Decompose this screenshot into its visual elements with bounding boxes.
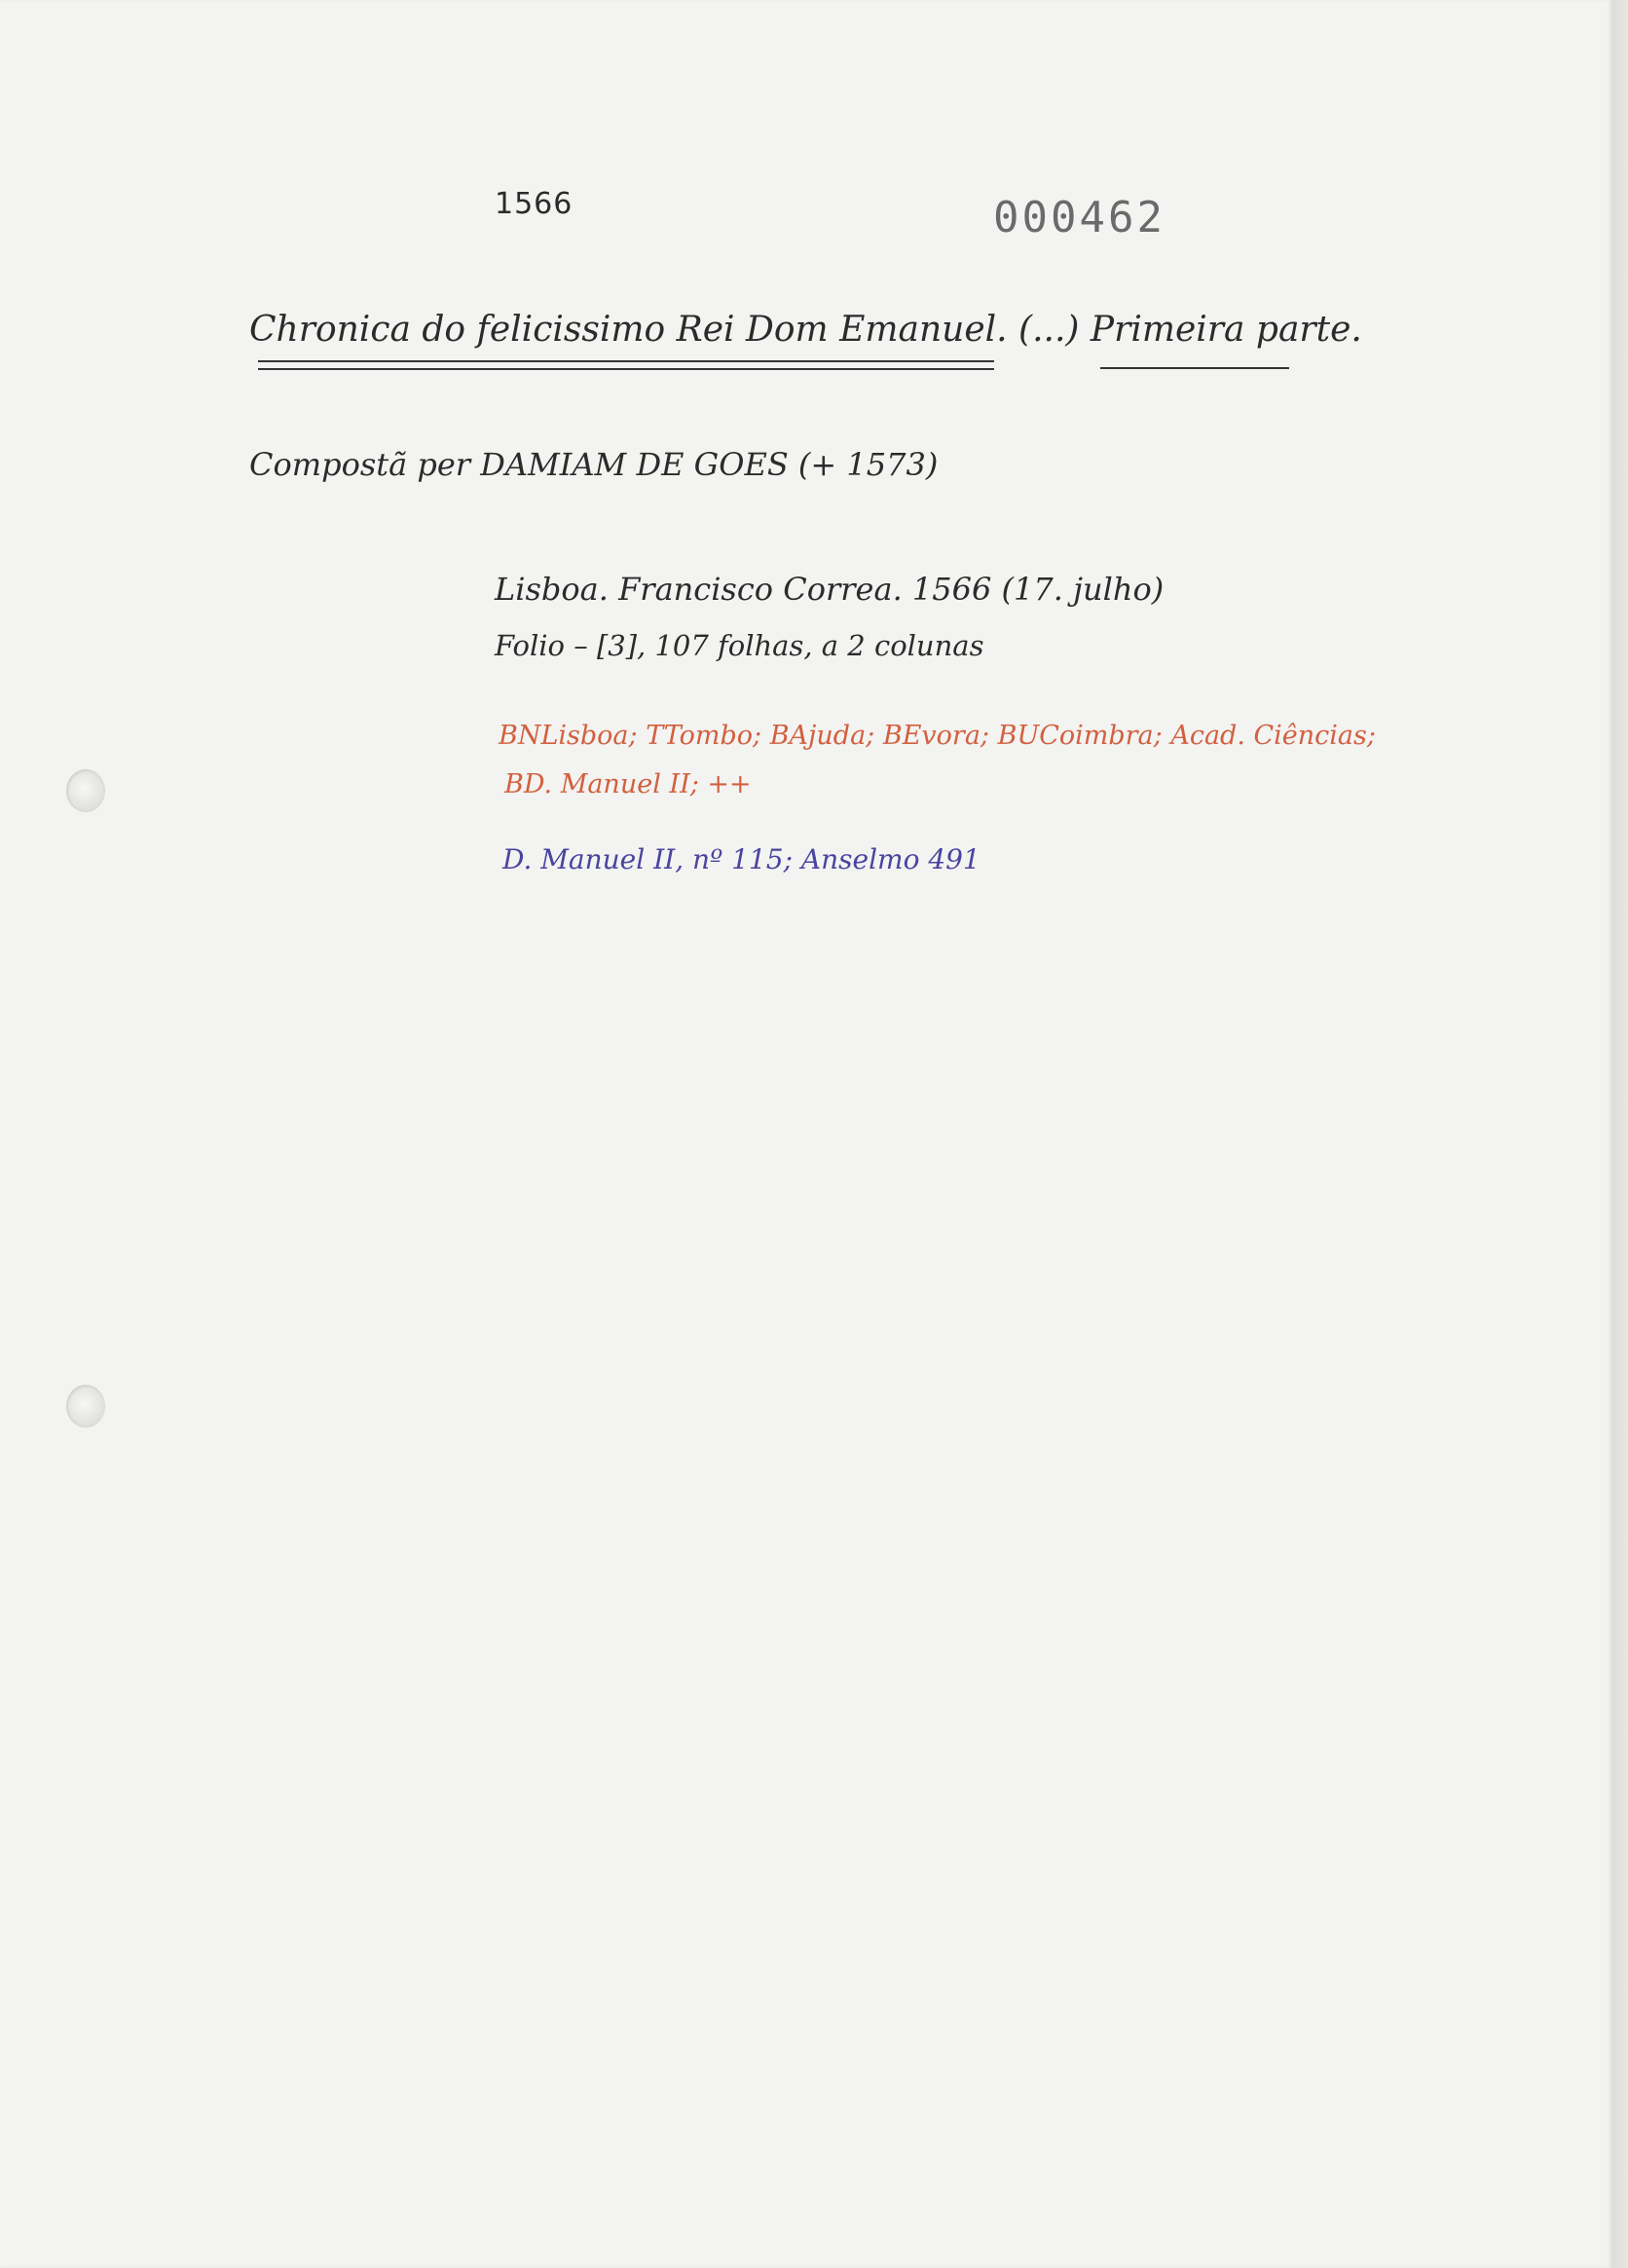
paper-edge bbox=[1611, 0, 1628, 2268]
punch-hole-top bbox=[66, 769, 105, 812]
title-double-underline-top bbox=[258, 360, 994, 362]
punch-hole-bottom bbox=[66, 1385, 105, 1428]
collation-line: Folio – [3], 107 folhas, a 2 colunas bbox=[495, 629, 984, 662]
primeira-parte-underline bbox=[1100, 367, 1289, 369]
stamped-record-number: 000462 bbox=[993, 193, 1166, 242]
publication-year: 1566 bbox=[495, 187, 574, 221]
title-double-underline-bottom bbox=[258, 368, 994, 370]
imprint-line: Lisboa. Francisco Correa. 1566 (17. julho) bbox=[495, 571, 1165, 608]
book-title: Chronica do felicissimo Rei Dom Emanuel. (...) Primeira parte. bbox=[249, 310, 1362, 350]
holdings-libraries-line-1: BNLisboa; TTombo; BAjuda; BEvora; BUCoimbra; Acad. Ciências; bbox=[499, 721, 1376, 751]
bibliographic-references: D. Manuel II, nº 115; Anselmo 491 bbox=[502, 843, 980, 875]
author-line: Compostã per DAMIAM DE GOES (+ 1573) bbox=[249, 446, 939, 483]
holdings-libraries-line-2: BD. Manuel II; ++ bbox=[504, 769, 752, 799]
